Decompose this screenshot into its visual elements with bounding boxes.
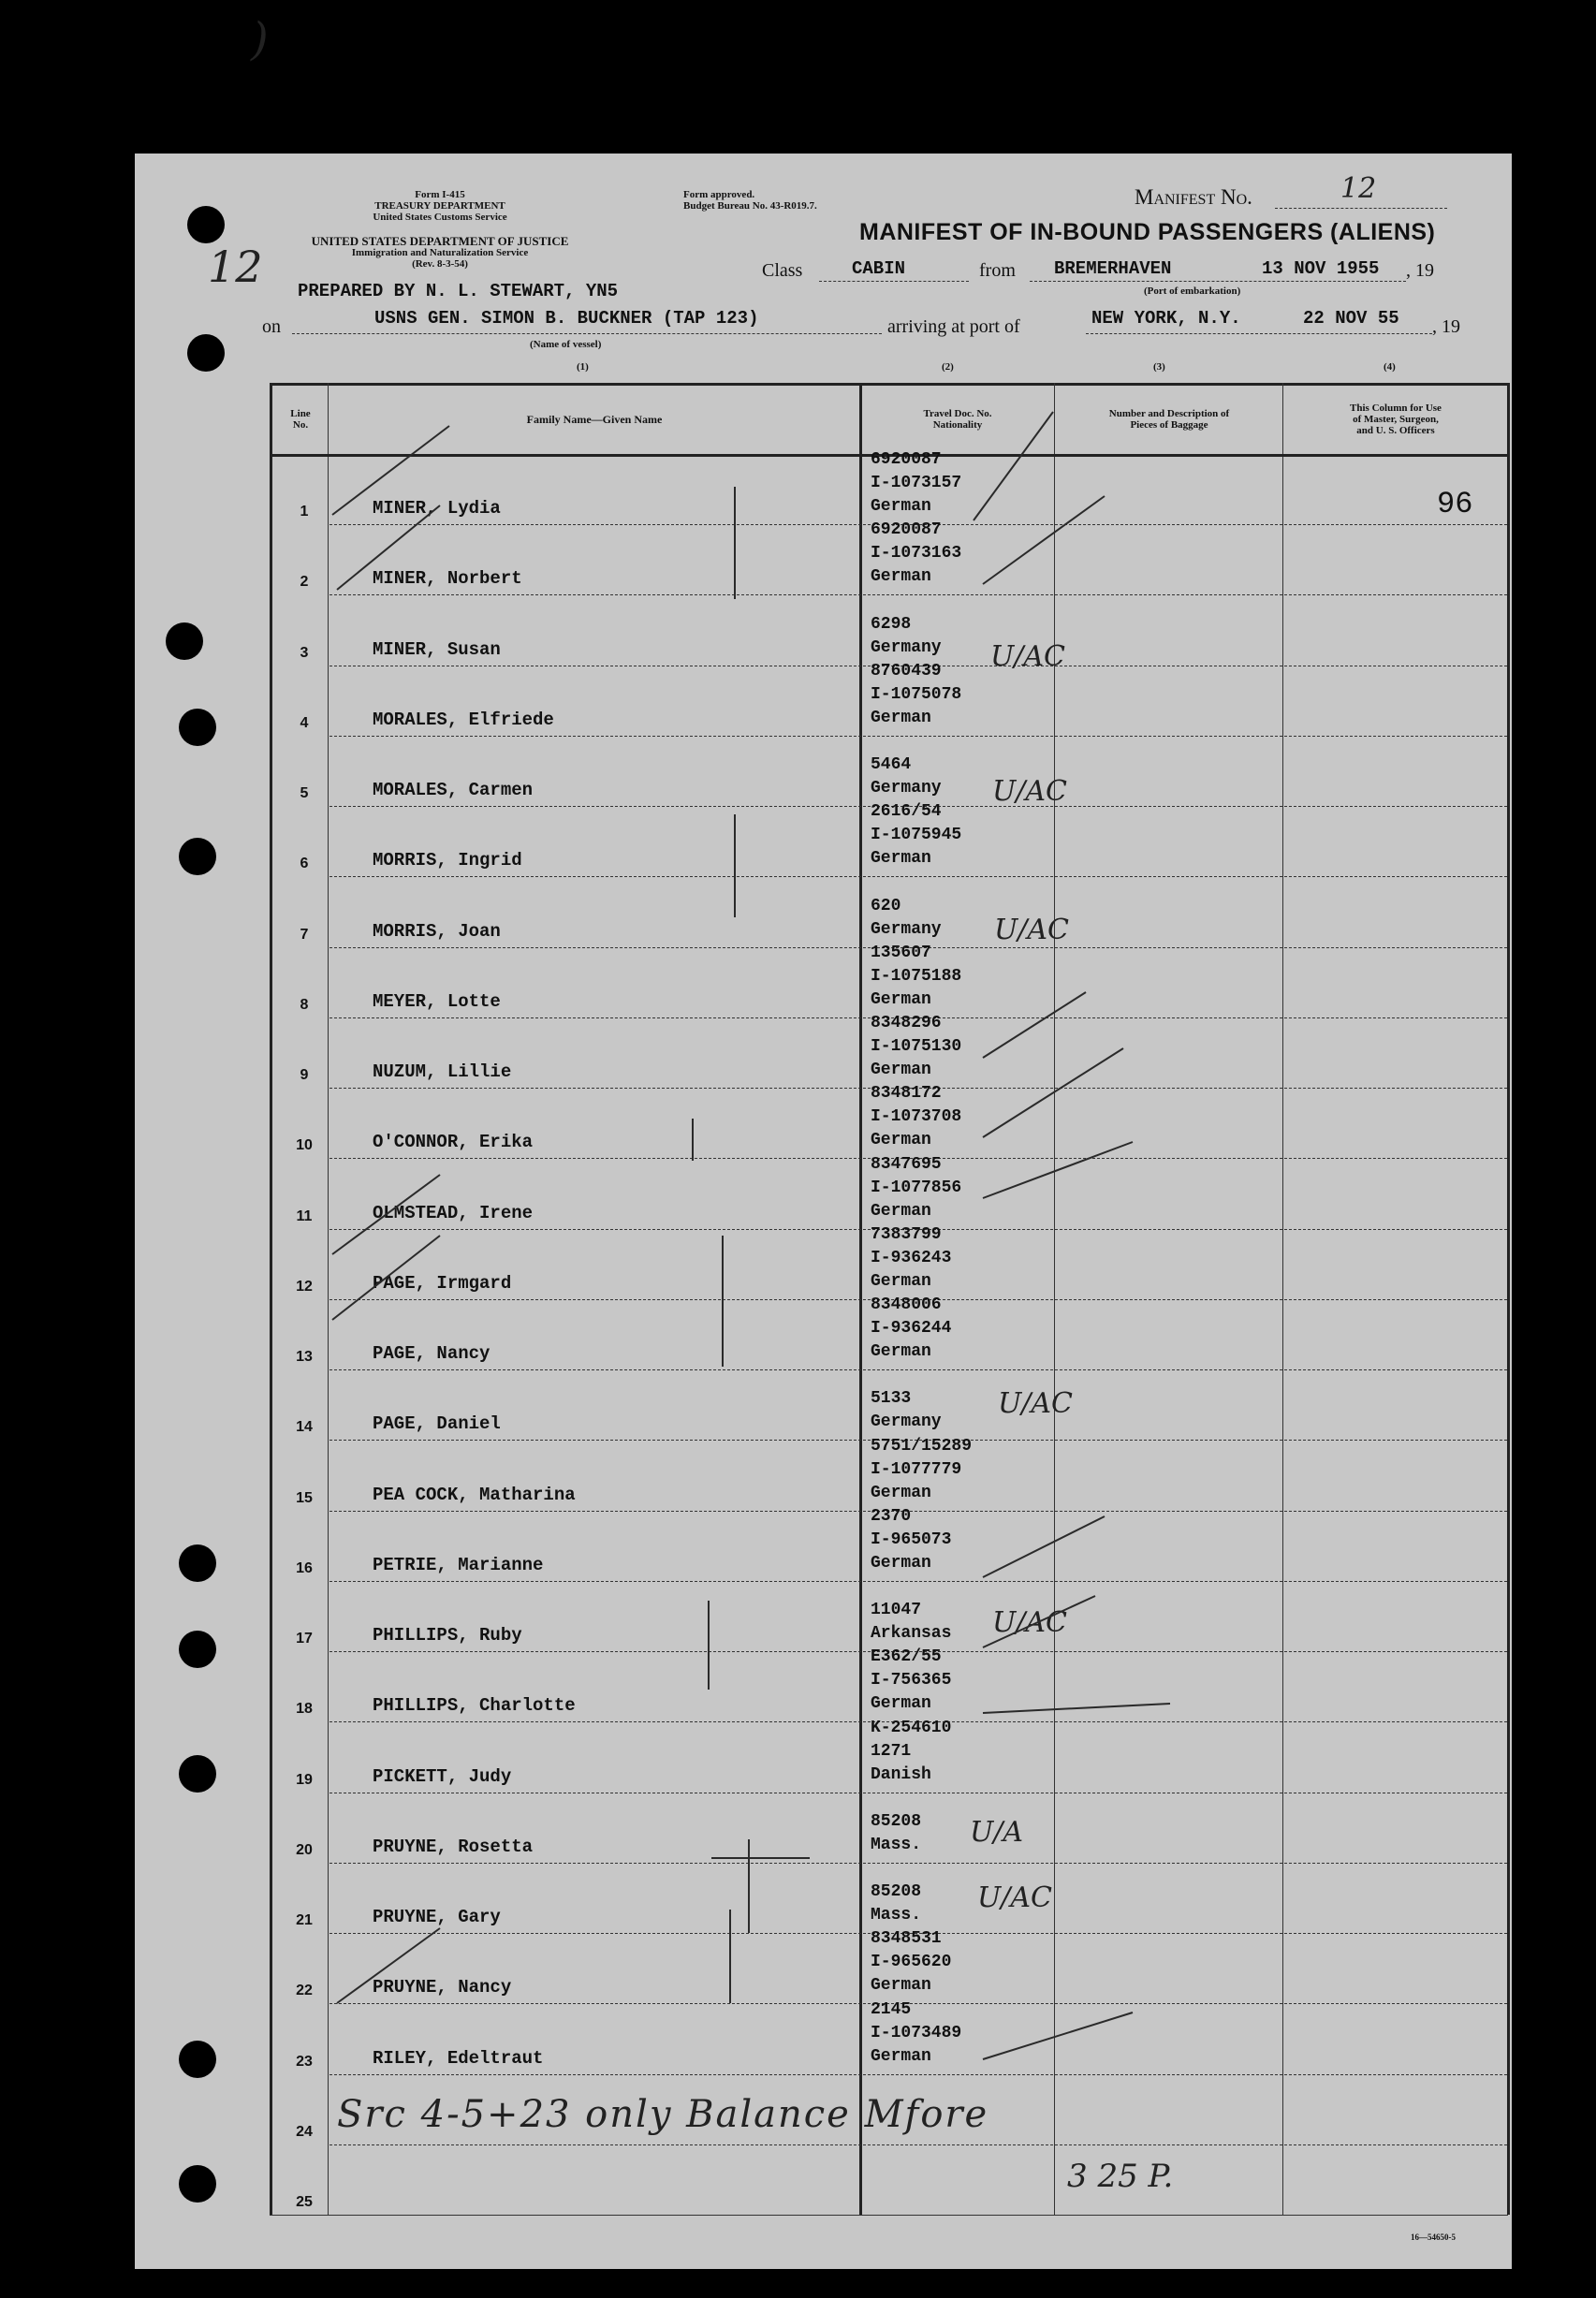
- travel-doc-line: I-1073163: [871, 544, 962, 563]
- column-number: (1): [577, 361, 589, 373]
- handwritten-row25-note: 3 25 P.: [1067, 2158, 1174, 2195]
- port-embark-value: BREMERHAVEN: [1054, 258, 1172, 279]
- travel-doc-line: K-254610: [871, 1719, 952, 1737]
- travel-doc-line: Danish: [871, 1765, 931, 1784]
- passenger-name: PRUYNE, Nancy: [373, 1977, 512, 1998]
- row-line-number: 6: [300, 856, 309, 871]
- column-number: (4): [1384, 361, 1396, 373]
- travel-doc-line: 8347695: [871, 1155, 942, 1174]
- arrival-port: NEW YORK, N.Y.: [1091, 308, 1241, 329]
- travel-doc-line: 8348531: [871, 1929, 942, 1948]
- treasury-label: TREASURY DEPARTMENT: [374, 200, 505, 212]
- travel-doc-line: I-936244: [871, 1319, 952, 1338]
- row-line-number: 17: [296, 1631, 313, 1647]
- on-label: on: [262, 316, 281, 337]
- travel-doc-line: 6920087: [871, 520, 942, 539]
- manifest-title: MANIFEST OF IN-BOUND PASSENGERS (ALIENS): [859, 219, 1436, 245]
- rev-label: (Rev. 8-3-54): [412, 258, 468, 270]
- dept-label: UNITED STATES DEPARTMENT OF JUSTICE: [311, 234, 569, 248]
- row-line-number: 19: [296, 1772, 313, 1788]
- row-line-number: 1: [300, 504, 309, 520]
- class-value: CABIN: [852, 258, 906, 279]
- uac-mark: U/AC: [998, 1387, 1074, 1420]
- travel-doc-line: 85208: [871, 1882, 922, 1901]
- customs-label: United States Customs Service: [373, 212, 507, 223]
- manifest-no-label: Manifest No.: [1135, 185, 1252, 209]
- passenger-name: OLMSTEAD, Irene: [373, 1203, 534, 1223]
- travel-doc-line: I-936243: [871, 1249, 952, 1267]
- col-header-officers: This Column for Use of Master, Surgeon, and U. S. Officers: [1350, 403, 1442, 436]
- passenger-name: PAGE, Nancy: [373, 1343, 491, 1364]
- travel-doc-line: I-1077779: [871, 1460, 962, 1479]
- travel-doc-line: I-1073157: [871, 474, 962, 492]
- travel-doc-line: German: [871, 497, 931, 516]
- passenger-name: MORRIS, Joan: [373, 921, 501, 942]
- row-line-number: 18: [296, 1701, 313, 1717]
- row-line-number: 5: [300, 785, 309, 801]
- col-header-travel-doc: Travel Doc. No. Nationality: [923, 408, 992, 431]
- prepared-by: PREPARED BY N. L. STEWART, YN5: [298, 281, 619, 301]
- passenger-name: PHILLIPS, Charlotte: [373, 1695, 576, 1716]
- travel-doc-line: 620: [871, 897, 901, 915]
- row-line-number: 24: [296, 2124, 313, 2140]
- travel-doc-line: German: [871, 1554, 931, 1573]
- travel-doc-line: 8348172: [871, 1084, 942, 1103]
- travel-doc-line: German: [871, 1272, 931, 1291]
- passenger-name: MORALES, Carmen: [373, 780, 534, 800]
- uac-mark: U/A: [970, 1816, 1024, 1849]
- travel-doc-line: 8348006: [871, 1295, 942, 1314]
- row-line-number: 22: [296, 1983, 313, 1998]
- travel-doc-line: I-1075945: [871, 826, 962, 844]
- row-line-number: 4: [300, 715, 309, 731]
- uac-mark: U/AC: [977, 1881, 1053, 1914]
- column-number: (3): [1153, 361, 1165, 373]
- travel-doc-line: 8760439: [871, 662, 942, 681]
- passenger-name: PHILLIPS, Ruby: [373, 1625, 522, 1646]
- travel-doc-line: German: [871, 990, 931, 1009]
- passenger-name: MEYER, Lotte: [373, 991, 501, 1012]
- manifest-no-value: 12: [1340, 172, 1377, 205]
- row-line-number: 14: [296, 1419, 313, 1435]
- passenger-name: MINER, Norbert: [373, 568, 522, 589]
- uac-mark: U/AC: [992, 775, 1068, 808]
- corner-mark: ): [251, 13, 269, 66]
- travel-doc-line: German: [871, 709, 931, 727]
- passenger-name: MINER, Lydia: [373, 498, 501, 519]
- travel-doc-line: Germany: [871, 638, 942, 657]
- travel-doc-line: Mass.: [871, 1836, 922, 1854]
- travel-doc-line: German: [871, 567, 931, 586]
- row-line-number: 7: [300, 927, 309, 943]
- travel-doc-line: 5751/15289: [871, 1437, 973, 1456]
- travel-doc-line: I-756365: [871, 1671, 952, 1690]
- travel-doc-line: German: [871, 849, 931, 868]
- passenger-name: PAGE, Daniel: [373, 1413, 501, 1434]
- vessel-label: (Name of vessel): [530, 339, 602, 350]
- travel-doc-line: 6298: [871, 615, 912, 634]
- class-label: Class: [762, 260, 803, 281]
- passenger-name: PAGE, Irmgard: [373, 1273, 512, 1294]
- travel-doc-line: I-1075078: [871, 685, 962, 704]
- travel-doc-line: I-1075188: [871, 967, 962, 986]
- officer-note: 96: [1437, 487, 1473, 521]
- col-header-line-no: Line No.: [290, 408, 311, 431]
- row-line-number: 13: [296, 1349, 313, 1365]
- passenger-name: O'CONNOR, Erika: [373, 1132, 534, 1152]
- travel-doc-line: German: [871, 1131, 931, 1149]
- travel-doc-line: 2370: [871, 1507, 912, 1526]
- travel-doc-line: 2616/54: [871, 802, 942, 821]
- col-header-name: Family Name—Given Name: [526, 413, 663, 426]
- form-number: Form I-415: [415, 189, 465, 200]
- travel-doc-line: 6920087: [871, 450, 942, 469]
- handwritten-row24-note: Src 4-5+23 only Balance Mfore: [337, 2093, 989, 2136]
- row-line-number: 25: [296, 2194, 313, 2210]
- travel-doc-line: Germany: [871, 1412, 942, 1431]
- departure-date: 13 NOV 1955: [1262, 258, 1380, 279]
- port-embark-label: (Port of embarkation): [1144, 285, 1241, 297]
- bureau-line: Budget Bureau No. 43-R019.7.: [683, 200, 817, 212]
- passenger-name: MORALES, Elfriede: [373, 710, 554, 730]
- travel-doc-line: German: [871, 1202, 931, 1221]
- arriving-label: arriving at port of: [887, 316, 1020, 337]
- passenger-name: MINER, Susan: [373, 639, 501, 660]
- travel-doc-line: German: [871, 2047, 931, 2066]
- row-line-number: 15: [296, 1490, 313, 1506]
- row-line-number: 10: [296, 1137, 313, 1153]
- travel-doc-line: Mass.: [871, 1906, 922, 1925]
- passenger-name: PICKETT, Judy: [373, 1766, 512, 1787]
- travel-doc-line: Arkansas: [871, 1624, 952, 1643]
- travel-doc-line: 8348296: [871, 1014, 942, 1032]
- passenger-name: PRUYNE, Gary: [373, 1907, 501, 1927]
- year-suffix: , 19: [1406, 260, 1434, 281]
- travel-doc-line: I-965620: [871, 1953, 952, 1971]
- travel-doc-line: 11047: [871, 1601, 922, 1619]
- uac-mark: U/AC: [992, 1606, 1068, 1639]
- col-header-baggage: Number and Description of Pieces of Baggage: [1108, 408, 1230, 431]
- row-line-number: 3: [300, 645, 309, 661]
- left-margin-number: 12: [208, 242, 263, 292]
- column-number: (2): [942, 361, 954, 373]
- row-line-number: 8: [300, 997, 309, 1013]
- travel-doc-line: 85208: [871, 1812, 922, 1831]
- travel-doc-line: Germany: [871, 920, 942, 939]
- travel-doc-line: German: [871, 1342, 931, 1361]
- travel-doc-line: I-1073489: [871, 2024, 962, 2042]
- row-line-number: 23: [296, 2054, 313, 2070]
- arrival-date: 22 NOV 55: [1303, 308, 1399, 329]
- travel-doc-line: 5133: [871, 1389, 912, 1408]
- travel-doc-line: I-1073708: [871, 1107, 962, 1126]
- travel-doc-line: 5464: [871, 755, 912, 774]
- passenger-name: PRUYNE, Rosetta: [373, 1837, 534, 1857]
- row-line-number: 2: [300, 574, 309, 590]
- travel-doc-line: German: [871, 1976, 931, 1995]
- travel-doc-line: I-965073: [871, 1530, 952, 1549]
- approval-line: Form approved.: [683, 189, 755, 200]
- uac-mark: U/AC: [990, 640, 1066, 673]
- travel-doc-line: Germany: [871, 779, 942, 798]
- travel-doc-line: I-1077856: [871, 1178, 962, 1197]
- travel-doc-line: 1271: [871, 1742, 912, 1761]
- travel-doc-line: German: [871, 1694, 931, 1713]
- row-line-number: 16: [296, 1560, 313, 1576]
- row-line-number: 9: [300, 1067, 309, 1083]
- passenger-name: PEA COCK, Matharina: [373, 1485, 576, 1505]
- travel-doc-line: 2145: [871, 2000, 912, 2019]
- travel-doc-line: E362/55: [871, 1647, 942, 1666]
- travel-doc-line: German: [871, 1061, 931, 1079]
- uac-mark: U/AC: [994, 914, 1070, 946]
- travel-doc-line: German: [871, 1484, 931, 1502]
- from-label: from: [979, 260, 1016, 281]
- row-line-number: 21: [296, 1912, 313, 1928]
- footer-code: 16—54650-5: [1411, 2232, 1456, 2242]
- passenger-name: RILEY, Edeltraut: [373, 2048, 544, 2069]
- travel-doc-line: I-1075130: [871, 1037, 962, 1056]
- row-line-number: 11: [296, 1208, 313, 1224]
- year-suffix: , 19: [1432, 316, 1460, 337]
- row-line-number: 12: [296, 1279, 313, 1295]
- passenger-name: NUZUM, Lillie: [373, 1061, 512, 1082]
- passenger-name: PETRIE, Marianne: [373, 1555, 544, 1575]
- ins-label: Immigration and Naturalization Service: [351, 247, 529, 258]
- travel-doc-line: 7383799: [871, 1225, 942, 1244]
- row-line-number: 20: [296, 1842, 313, 1858]
- travel-doc-line: 135607: [871, 944, 931, 962]
- passenger-name: MORRIS, Ingrid: [373, 850, 522, 871]
- vessel-name: USNS GEN. SIMON B. BUCKNER (TAP 123): [374, 308, 759, 329]
